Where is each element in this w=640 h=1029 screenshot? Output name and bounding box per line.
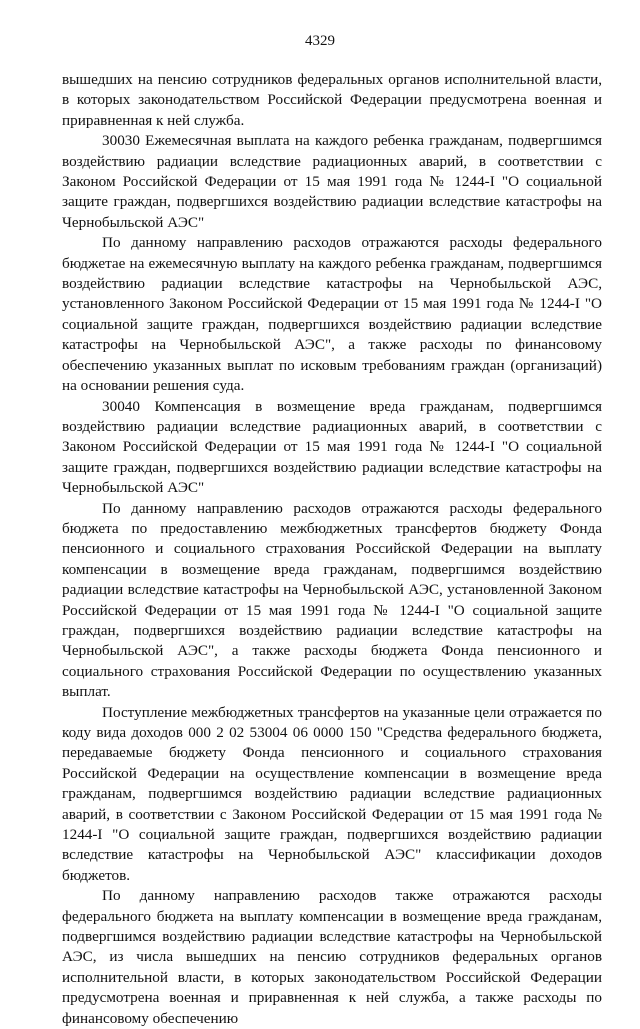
paragraph-additional-expenses: По данному направлению расходов также отражаются расходы федерального бюджета на выплату компенсации в возмещение вреда гражданам, подвергшимся воздействию радиации вследствие катастрофы на Чернобыльской АЭС, из числа вышедших на пенсию сотрудников федеральных органов исполнительной власти, в которых законодательством Российской Федерации предусмотрена военная и приравненная к ней служба, а также расходы по финансовому обеспечению: [62, 887, 602, 1027]
paragraph-continuation: вышедших на пенсию сотрудников федеральных органов исполнительной власти, в которых законодательством Российской Федерации предусмотрена военная и приравненная к ней служба.: [62, 71, 602, 129]
document-body: [62, 70, 602, 1029]
paragraph-revenue-code: Поступление межбюджетных трансфертов на указанные цели отражается по коду вида доходов 000 2 02 53004 06 0000 150 "Средства федерального бюджета, передаваемые бюджету Фонда пенсионного и социального страхования Российской Федерации на осуществление компенсации в возмещение вреда гражданам, подвергшимся воздействию радиации вследствие радиационных аварий, в соответствии с Законом Российской Федерации от 15 мая 1991 года № 1244-I "О социальной защите граждан, подвергшихся воздействию радиации вследствие катастрофы на Чернобыльской АЭС" классификации доходов бюджетов.: [62, 703, 602, 884]
paragraph-30040-description: По данному направлению расходов отражаются расходы федерального бюджета по предоставлению межбюджетных трансфертов бюджету Фонда пенсионного и социального страхования Российской Федерации на выплату компенсации в возмещение вреда гражданам, подвергшимся воздействию радиации вследствие катастрофы на Чернобыльской АЭС, установленной Законом Российской Федерации от 15 мая 1991 года № 1244-I "О социальной защите граждан, подвергшихся воздействию радиации вследствие катастрофы на Чернобыльской АЭС", а также расходы бюджета Фонда пенсионного и социального страхования Российской Федерации по осуществлению указанных выплат.: [62, 499, 602, 701]
page-number: 4329: [305, 33, 335, 49]
paragraph-30030-description: По данному направлению расходов отражаются расходы федерального бюджетае на ежемесячную выплату на каждого ребенка гражданам, подвергшимся воздействию радиации вследствие катастрофы на Чернобыльской АЭС, установленного Законом Российской Федерации от 15 мая 1991 года № 1244-I "О социальной защите граждан, подвергшихся воздействию радиации вследствие катастрофы на Чернобыльской АЭС", а также расходы по финансовому обеспечению указанных выплат по исковым требованиям граждан (организаций) на основании решения суда.: [62, 234, 602, 395]
paragraph-30040-heading: 30040 Компенсация в возмещение вреда гражданам, подвергшимся воздействию радиации вследствие радиационных аварий, в соответствии с Законом Российской Федерации от 15 мая 1991 года № 1244-I "О социальной защите граждан, подвергшихся воздействию радиации вследствие катастрофы на Чернобыльской АЭС": [62, 397, 602, 497]
paragraph-30030-heading: 30030 Ежемесячная выплата на каждого ребенка гражданам, подвергшимся воздействию радиации вследствие радиационных аварий, в соответствии с Законом Российской Федерации от 15 мая 1991 года № 1244-I "О социальной защите граждан, подвергшихся воздействию радиации вследствие катастрофы на Чернобыльской АЭС": [62, 132, 602, 231]
